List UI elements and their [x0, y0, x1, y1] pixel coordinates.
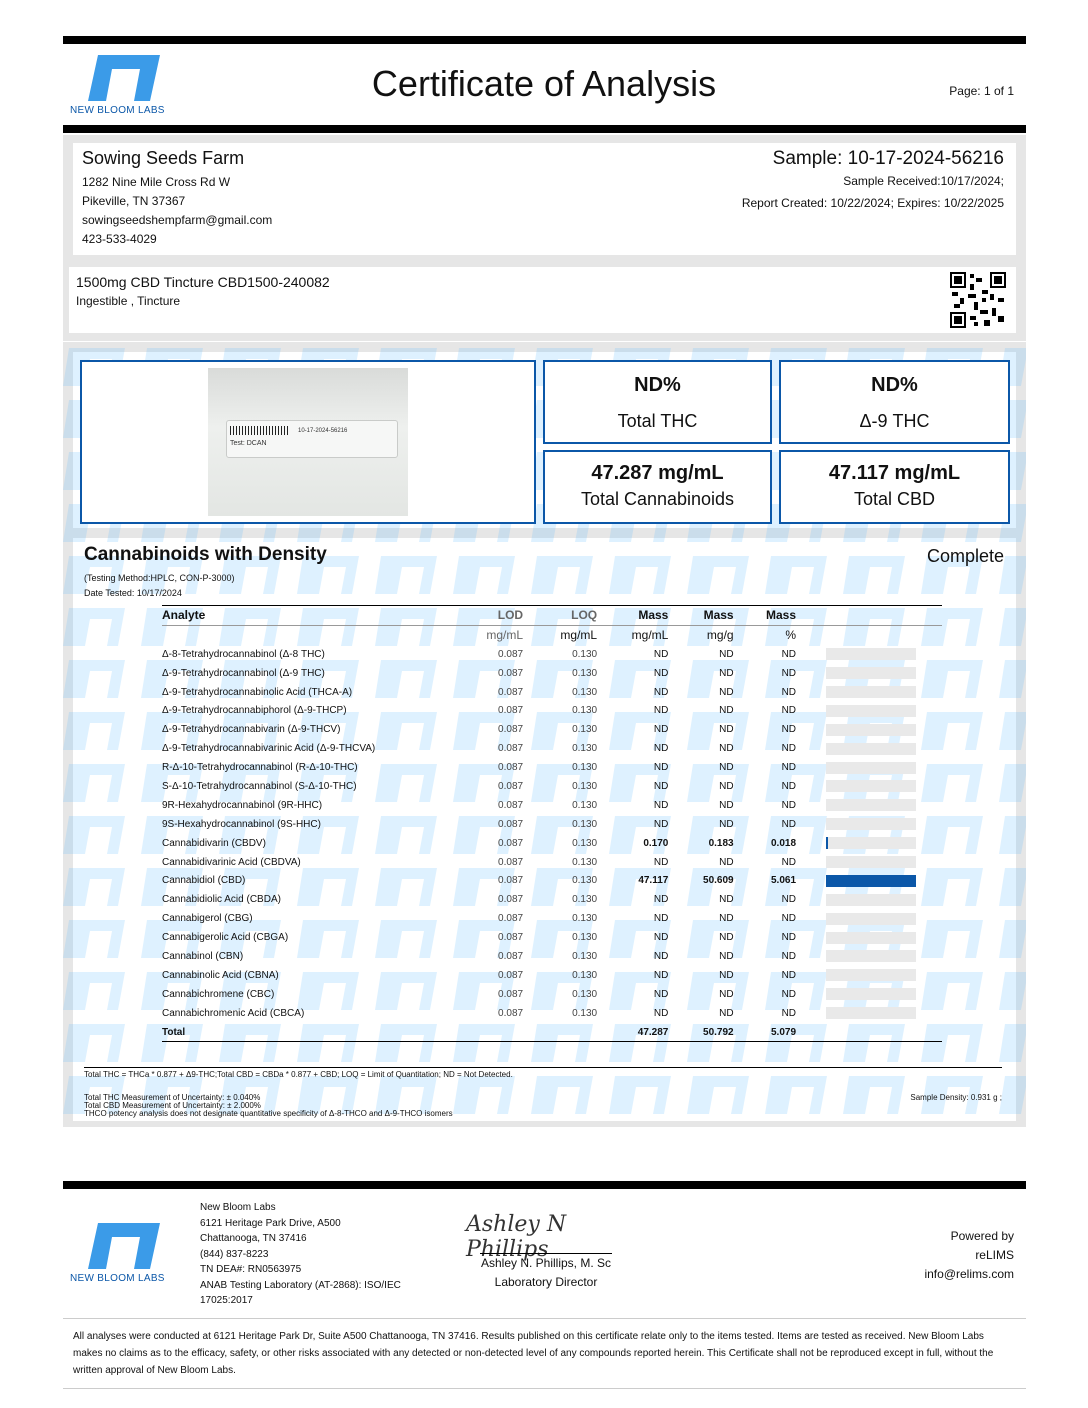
mass-pct-cell: ND — [781, 705, 797, 717]
analyte-cell: Cannabinol (CBN) — [162, 950, 244, 962]
lod-cell: 0.087 — [498, 648, 524, 660]
total-cbd-label: Total CBD — [853, 489, 936, 509]
sample-density: Sample Density: 0.931 g ; — [910, 1093, 1002, 1102]
mass-mgml-cell: ND — [653, 1007, 669, 1019]
d9-thc-value: ND% — [871, 374, 918, 396]
formula-note: Total THC = THCa * 0.877 + Δ9-THC;Total CBD = CBDa * 0.877 + CBD; LOQ = Limit of Quantitation; ND = Not Detected. — [84, 1070, 513, 1079]
footer-top-bar — [63, 1181, 1026, 1189]
mass-mgml-cell: 47.117 — [638, 875, 669, 887]
loq-cell: 0.130 — [572, 648, 598, 660]
total-thc-box — [543, 360, 772, 444]
table-row — [162, 720, 942, 739]
notes-divider — [84, 1067, 1002, 1068]
report-dates: Report Created: 10/22/2024; Expires: 10/22/2025 — [741, 196, 1004, 210]
mass-mgml-cell: ND — [653, 648, 669, 660]
total-lod — [481, 1023, 523, 1042]
mass-mgml-cell: ND — [653, 705, 669, 717]
table-row — [162, 815, 942, 834]
percent-bar-cell — [796, 834, 942, 853]
mass-mgml-cell: ND — [653, 818, 669, 830]
mass-mgml-cell: ND — [653, 724, 669, 736]
mass-mgg-cell: ND — [719, 667, 734, 679]
unit-mass-pct: % — [734, 625, 796, 644]
mass-mgml-cell: ND — [653, 894, 669, 906]
mass-mgg-cell: ND — [719, 932, 734, 944]
analyte-cell: Δ-9-Tetrahydrocannabivarinic Acid (Δ-9-THCVA) — [162, 743, 376, 755]
mass-pct-cell: ND — [781, 894, 797, 906]
unit-lod: mg/mL — [481, 625, 523, 644]
table-row — [162, 777, 942, 796]
loq-cell: 0.130 — [572, 1007, 598, 1019]
client-name: Sowing Seeds Farm — [82, 148, 245, 168]
percent-bar — [826, 743, 916, 755]
lab-name: New Bloom Labs — [200, 1202, 276, 1213]
percent-bar — [826, 969, 916, 981]
percent-bar — [826, 724, 916, 736]
mass-pct-cell: ND — [781, 913, 797, 925]
powered-by-label: Powered by — [950, 1229, 1014, 1243]
mass-pct-cell: ND — [781, 856, 797, 868]
cannabinoid-table — [162, 605, 942, 1042]
mass-mgg-cell: ND — [719, 743, 734, 755]
analyte-cell: Cannabigerolic Acid (CBGA) — [162, 932, 289, 944]
mass-mgml-cell: ND — [653, 743, 669, 755]
loq-cell: 0.130 — [572, 762, 598, 774]
table-row — [162, 796, 942, 815]
mass-mgml-cell: ND — [653, 950, 669, 962]
total-thc-value: ND% — [634, 374, 681, 396]
photo-label-1: Test: DCAN — [230, 440, 267, 447]
lab-anab2: 17025:2017 — [200, 1295, 253, 1306]
mass-pct-cell: ND — [781, 950, 797, 962]
analyte-cell: Cannabidiol (CBD) — [162, 875, 246, 887]
mass-mgml-cell: ND — [653, 780, 669, 792]
photo-label-2: 10-17-2024-56216 — [298, 428, 348, 434]
lod-cell: 0.087 — [498, 780, 524, 792]
qr-code-icon[interactable] — [950, 272, 1006, 328]
mass-pct-cell: 0.018 — [771, 837, 797, 849]
footer-lab-logo — [70, 1223, 180, 1284]
unit-loq: mg/mL — [523, 625, 597, 644]
loq-cell: 0.130 — [572, 988, 598, 1000]
table-units-row — [162, 625, 942, 644]
analyte-cell: Cannabidiolic Acid (CBDA) — [162, 894, 281, 906]
analyte-cell: Δ-9-Tetrahydrocannabivarin (Δ-9-THCV) — [162, 724, 341, 736]
lod-cell: 0.087 — [498, 743, 524, 755]
relims-link[interactable]: reLIMS — [975, 1248, 1014, 1262]
percent-bar-cell — [796, 966, 942, 985]
mass-mgg-cell: ND — [719, 762, 734, 774]
mass-pct-cell: ND — [781, 799, 797, 811]
table-row — [162, 683, 942, 702]
cbd-uncertainty: Total CBD Measurement of Uncertainty: ± 2.000% — [84, 1101, 261, 1110]
lod-cell: 0.087 — [498, 856, 524, 868]
table-row — [162, 645, 942, 664]
loq-cell: 0.130 — [572, 856, 598, 868]
mass-mgg-cell: ND — [719, 724, 734, 736]
signature-line — [480, 1253, 612, 1254]
loq-cell: 0.130 — [572, 818, 598, 830]
percent-bar-cell — [796, 645, 942, 664]
mass-mgg-cell: ND — [719, 988, 734, 1000]
percent-bar-fill — [826, 875, 916, 887]
client-info — [82, 148, 272, 249]
percent-bar — [826, 686, 916, 698]
analyte-cell: Δ-9-Tetrahydrocannabinol (Δ-9 THC) — [162, 667, 325, 679]
mass-mgml-cell: ND — [653, 988, 669, 1000]
percent-bar — [826, 988, 916, 1000]
client-phone: 423-533-4029 — [82, 232, 157, 246]
col-bar — [796, 606, 942, 626]
total-cbd-box — [779, 450, 1010, 524]
analyte-cell: 9S-Hexahydrocannabinol (9S-HHC) — [162, 818, 321, 830]
loq-cell: 0.130 — [572, 837, 598, 849]
percent-bar-cell — [796, 1004, 942, 1023]
percent-bar-cell — [796, 739, 942, 758]
client-email: sowingseedshempfarm@gmail.com — [82, 213, 273, 227]
analyte-cell: Cannabigerol (CBG) — [162, 913, 253, 925]
table-row — [162, 985, 942, 1004]
percent-bar — [826, 818, 916, 830]
percent-bar — [826, 1007, 916, 1019]
client-address2: Pikeville, TN 37367 — [82, 194, 186, 208]
percent-bar-cell — [796, 796, 942, 815]
loq-cell: 0.130 — [572, 969, 598, 981]
table-row — [162, 701, 942, 720]
total-bar — [796, 1023, 942, 1042]
analyte-cell: Cannabidivarin (CBDV) — [162, 837, 266, 849]
mass-mgml-cell: 0.170 — [643, 837, 669, 849]
mass-mgg-cell: ND — [719, 705, 734, 717]
date-tested: Date Tested: 10/17/2024 — [84, 588, 182, 598]
d9-thc-label: Δ-9 THC — [859, 411, 930, 431]
mass-pct-cell: ND — [781, 686, 797, 698]
mass-mgg-cell: ND — [719, 950, 734, 962]
mass-pct-cell: ND — [781, 724, 797, 736]
analyte-cell: Δ-9-Tetrahydrocannabiphorol (Δ-9-THCP) — [162, 705, 347, 717]
percent-bar-cell — [796, 985, 942, 1004]
product-info — [76, 274, 330, 308]
lab-address — [200, 1200, 401, 1309]
mass-pct-cell: ND — [781, 969, 797, 981]
analyte-cell: Cannabichromenic Acid (CBCA) — [162, 1007, 305, 1019]
table-row — [162, 947, 942, 966]
sample-info — [742, 148, 1004, 214]
lod-cell: 0.087 — [498, 762, 524, 774]
col-loq: LOQ — [523, 606, 597, 626]
mass-mgml-cell: ND — [653, 686, 669, 698]
table-row — [162, 890, 942, 909]
section-status: Complete — [926, 546, 1004, 566]
loq-cell: 0.130 — [572, 686, 598, 698]
thco-note: THCO potency analysis does not designate quantitative specificity of Δ-8-THCO and Δ-9-THCO isomers — [84, 1109, 453, 1118]
top-bar — [63, 36, 1026, 44]
lod-cell: 0.087 — [498, 705, 524, 717]
percent-bar — [826, 648, 916, 660]
loq-cell: 0.130 — [572, 743, 598, 755]
mass-pct-cell: ND — [781, 743, 797, 755]
d9-thc-box — [779, 360, 1010, 444]
col-mass-pct: Mass — [734, 606, 796, 626]
lab-dea: TN DEA#: RN0563975 — [200, 1264, 302, 1275]
mass-mgg-cell: ND — [719, 648, 734, 660]
percent-bar — [826, 950, 916, 962]
lod-cell: 0.087 — [498, 667, 524, 679]
percent-bar — [826, 762, 916, 774]
total-thc-label: Total THC — [617, 411, 698, 431]
sample-photo — [208, 368, 408, 516]
percent-bar — [826, 875, 916, 887]
lod-cell: 0.087 — [498, 932, 524, 944]
analyte-cell: S-Δ-10-Tetrahydrocannabinol (S-Δ-10-THC) — [162, 780, 357, 792]
percent-bar-cell — [796, 890, 942, 909]
mass-mgml-cell: ND — [653, 762, 669, 774]
total-cbd-value: 47.117 mg/mL — [828, 462, 961, 484]
lod-cell: 0.087 — [498, 799, 524, 811]
percent-bar — [826, 894, 916, 906]
new-bloom-labs-logo-icon — [88, 1223, 160, 1269]
product-type: Ingestible , Tincture — [76, 294, 181, 308]
percent-bar-cell — [796, 815, 942, 834]
percent-bar — [826, 837, 916, 849]
sample-id: Sample: 10-17-2024-56216 — [772, 148, 1004, 169]
percent-bar-cell — [796, 947, 942, 966]
powered-by — [924, 1227, 1014, 1284]
mass-pct-cell: ND — [781, 988, 797, 1000]
lab-addr1: 6121 Heritage Park Drive, A500 — [200, 1217, 341, 1229]
relims-email[interactable]: info@relims.com — [924, 1267, 1014, 1281]
mass-mgg-cell: ND — [719, 969, 734, 981]
total-cannabinoids-label: Total Cannabinoids — [580, 489, 735, 509]
total-cannabinoids-box — [543, 450, 772, 524]
percent-bar-cell — [796, 777, 942, 796]
header-bottom-bar — [63, 125, 1026, 133]
unit-mass-mgg: mg/g — [668, 625, 733, 644]
mass-pct-cell: ND — [781, 1007, 797, 1019]
percent-bar-fill — [826, 837, 828, 849]
percent-bar-cell — [796, 701, 942, 720]
percent-bar-cell — [796, 664, 942, 683]
table-total-row — [162, 1023, 942, 1042]
percent-bar — [826, 799, 916, 811]
table-row — [162, 664, 942, 683]
lod-cell: 0.087 — [498, 837, 524, 849]
percent-bar-cell — [796, 928, 942, 947]
percent-bar — [826, 856, 916, 868]
total-mass-mgg: 50.792 — [668, 1023, 733, 1042]
mass-mgg-cell: ND — [719, 799, 734, 811]
total-loq — [523, 1023, 597, 1042]
percent-bar — [826, 780, 916, 792]
footer-logo-text: NEW BLOOM LABS — [70, 1273, 165, 1284]
percent-bar — [826, 705, 916, 717]
unit-bar — [796, 625, 942, 644]
loq-cell: 0.130 — [572, 667, 598, 679]
table-header-row — [162, 606, 942, 626]
sample-received: Sample Received:10/17/2024; — [843, 174, 1004, 188]
total-cannabinoids-value: 47.287 mg/mL — [591, 462, 724, 484]
footer-divider — [63, 1318, 1026, 1319]
mass-mgml-cell: ND — [653, 913, 669, 925]
analyte-cell: Cannabinolic Acid (CBNA) — [162, 969, 279, 981]
mass-pct-cell: ND — [781, 648, 797, 660]
mass-pct-cell: 5.061 — [771, 875, 797, 887]
lab-anab1: ANAB Testing Laboratory (AT-2868): ISO/IEC — [200, 1279, 401, 1291]
photo-barcode — [230, 426, 290, 435]
mass-pct-cell: ND — [781, 818, 797, 830]
mass-pct-cell: ND — [781, 667, 797, 679]
loq-cell: 0.130 — [572, 950, 598, 962]
mass-mgml-cell: ND — [653, 799, 669, 811]
loq-cell: 0.130 — [572, 705, 598, 717]
analyte-cell: Cannabidivarinic Acid (CBDVA) — [162, 856, 301, 868]
product-name: 1500mg CBD Tincture CBD1500-240082 — [76, 274, 330, 290]
lod-cell: 0.087 — [498, 913, 524, 925]
mass-mgg-cell: 0.183 — [708, 837, 734, 849]
loq-cell: 0.130 — [572, 875, 598, 887]
mass-pct-cell: ND — [781, 780, 797, 792]
mass-mgml-cell: ND — [653, 856, 669, 868]
total-mass-mgml: 47.287 — [597, 1023, 668, 1042]
percent-bar-cell — [796, 871, 942, 890]
mass-mgg-cell: ND — [719, 913, 734, 925]
analyte-cell: R-Δ-10-Tetrahydrocannabinol (R-Δ-10-THC) — [162, 762, 358, 774]
col-mass-mgg: Mass — [668, 606, 733, 626]
signer-title: Laboratory Director — [494, 1275, 598, 1289]
lab-logo-text: NEW BLOOM LABS — [70, 105, 165, 116]
total-label: Total — [162, 1023, 481, 1042]
mass-mgml-cell: ND — [653, 932, 669, 944]
loq-cell: 0.130 — [572, 799, 598, 811]
unit-mass-mgml: mg/mL — [597, 625, 668, 644]
thc-uncertainty: Total THC Measurement of Uncertainty: ± 0.040% — [84, 1093, 261, 1102]
lod-cell: 0.087 — [498, 818, 524, 830]
analyte-cell: Δ-8-Tetrahydrocannabinol (Δ-8 THC) — [162, 648, 325, 660]
disclaimer: All analyses were conducted at 6121 Heritage Park Dr, Suite A500 Chattanooga, TN 37416. Results published on this certificate relate only to the items tested. Items are tested as received. New Bloom Labs makes no claims as to the efficacy, safety, or other risks associated with any detected or non-detected level of any compounds reported herein. This Certificate shall not be reproduced except in full, without the written approval of New Bloom Labs. — [73, 1331, 994, 1376]
mass-mgml-cell: ND — [653, 667, 669, 679]
client-address1: 1282 Nine Mile Cross Rd W — [82, 175, 231, 189]
table-body — [162, 645, 942, 1023]
total-mass-pct: 5.079 — [734, 1023, 796, 1042]
table-row — [162, 739, 942, 758]
mass-pct-cell: ND — [781, 762, 797, 774]
lod-cell: 0.087 — [498, 969, 524, 981]
lod-cell: 0.087 — [498, 950, 524, 962]
mass-mgg-cell: ND — [719, 780, 734, 792]
table-row — [162, 834, 942, 853]
percent-bar-cell — [796, 853, 942, 872]
mass-mgml-cell: ND — [653, 969, 669, 981]
footer-bottom-divider — [63, 1388, 1026, 1389]
percent-bar-cell — [796, 909, 942, 928]
lod-cell: 0.087 — [498, 894, 524, 906]
lod-cell: 0.087 — [498, 1007, 524, 1019]
table-row — [162, 928, 942, 947]
lod-cell: 0.087 — [498, 875, 524, 887]
mass-mgg-cell: ND — [719, 856, 734, 868]
table-row — [162, 853, 942, 872]
percent-bar-cell — [796, 683, 942, 702]
percent-bar — [826, 667, 916, 679]
mass-mgg-cell: ND — [719, 818, 734, 830]
loq-cell: 0.130 — [572, 913, 598, 925]
analyte-cell: Cannabichromene (CBC) — [162, 988, 275, 1000]
table-row — [162, 758, 942, 777]
analyte-cell: 9R-Hexahydrocannabinol (9R-HHC) — [162, 799, 323, 811]
lod-cell: 0.087 — [498, 724, 524, 736]
percent-bar — [826, 913, 916, 925]
col-mass-mgml: Mass — [597, 606, 668, 626]
page-number: Page: 1 of 1 — [949, 84, 1014, 98]
loq-cell: 0.130 — [572, 780, 598, 792]
testing-method: (Testing Method:HPLC, CON-P-3000) — [84, 573, 235, 583]
mass-mgg-cell: ND — [719, 686, 734, 698]
percent-bar-cell — [796, 720, 942, 739]
col-analyte: Analyte — [162, 606, 481, 626]
mass-mgg-cell: 50.609 — [703, 875, 734, 887]
table-row — [162, 1004, 942, 1023]
lab-addr2: Chattanooga, TN 37416 — [200, 1233, 307, 1244]
lod-cell: 0.087 — [498, 988, 524, 1000]
signer-name: Ashley N. Phillips, M. Sc — [480, 1256, 612, 1270]
signature-image: Ashley N Phillips — [466, 1212, 567, 1262]
col-lod: LOD — [481, 606, 523, 626]
lab-phone: (844) 837-8223 — [200, 1248, 269, 1260]
unit-analyte — [162, 625, 481, 644]
mass-mgg-cell: ND — [719, 1007, 734, 1019]
analyte-cell: Δ-9-Tetrahydrocannabinolic Acid (THCA-A) — [162, 686, 353, 698]
lod-cell: 0.087 — [498, 686, 524, 698]
loq-cell: 0.130 — [572, 932, 598, 944]
percent-bar-cell — [796, 758, 942, 777]
table-row — [162, 909, 942, 928]
table-row — [162, 871, 942, 890]
mass-pct-cell: ND — [781, 932, 797, 944]
loq-cell: 0.130 — [572, 724, 598, 736]
loq-cell: 0.130 — [572, 894, 598, 906]
page-title: Certificate of Analysis — [371, 63, 717, 104]
table-row — [162, 966, 942, 985]
percent-bar — [826, 932, 916, 944]
mass-mgg-cell: ND — [719, 894, 734, 906]
section-title: Cannabinoids with Density — [84, 544, 327, 565]
